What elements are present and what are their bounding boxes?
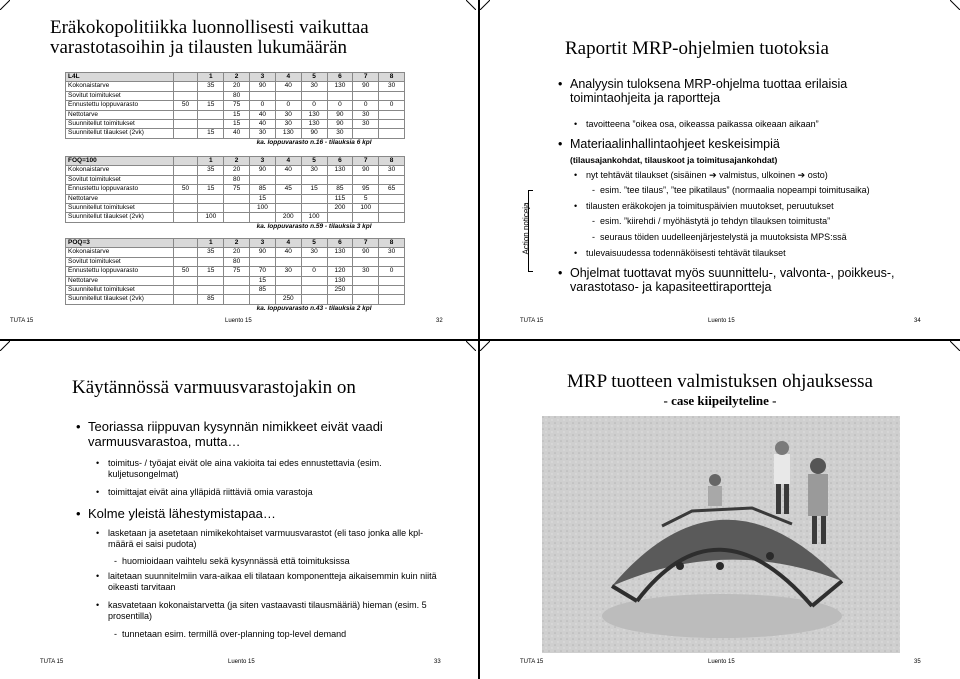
arrow-right-icon: ➔ <box>709 170 717 180</box>
row-label: Suunnitellut tilaukset (2vk) <box>66 295 174 304</box>
table-cell <box>275 91 301 100</box>
table-cell <box>198 91 224 100</box>
bullet-level3: - esim. ”kiirehdi / myöhästytä jo tehdyn tilauksen toimitusta” <box>592 216 831 226</box>
table-cell: 75 <box>224 185 250 194</box>
page-number: 35 <box>914 659 921 665</box>
table-cell <box>198 276 224 285</box>
row-label: Kokonaistarve <box>66 166 174 175</box>
table-cell <box>224 295 250 304</box>
table-cell <box>173 286 198 295</box>
table-cell: 35 <box>198 248 224 257</box>
table-cell: 30 <box>275 120 301 129</box>
slide-34 <box>480 0 960 338</box>
table-cell: 6 <box>327 157 353 166</box>
table-cell: 90 <box>250 82 276 91</box>
table-cell <box>173 204 198 213</box>
row-label: Nettotarve <box>66 110 174 119</box>
bullet-level3: - huomioidaan vaihtelu sekä kysynnässä että toimituksissa <box>114 556 350 566</box>
page-number: 33 <box>434 659 441 665</box>
table-cell: 130 <box>327 82 353 91</box>
bullet-level2: • kasvatetaan kokonaistarvetta (ja siten vastaavasti tilausmääriä) hieman (esim. 5 prosentilla) <box>96 600 427 621</box>
table-cell: 15 <box>224 120 250 129</box>
table-cell: 1 <box>198 73 224 82</box>
table-row <box>66 129 405 138</box>
footer-course: TUTA 15 <box>520 318 544 324</box>
footer-course: TUTA 15 <box>520 659 544 665</box>
table-cell <box>250 295 276 304</box>
table-cell: 100 <box>198 213 224 222</box>
table-cell: 40 <box>275 166 301 175</box>
footer-course: TUTA 15 <box>10 318 34 324</box>
bullet-note: (tilausajankohdat, tilauskoot ja toimitusajankohdat) <box>570 155 778 165</box>
row-label: Sovitut toimitukset <box>66 175 174 184</box>
table-cell: 130 <box>327 276 353 285</box>
page-number: 34 <box>914 318 921 324</box>
table-cell <box>379 175 405 184</box>
row-label: Kokonaistarve <box>66 82 174 91</box>
footer-lecture: Luento 15 <box>708 318 735 324</box>
table-caption: ka. loppuvarasto n.59 - tilauksia 3 kpl <box>256 222 372 230</box>
row-label: Suunnitellut toimitukset <box>66 120 174 129</box>
table-cell: 130 <box>301 110 327 119</box>
table-cell <box>173 73 198 82</box>
row-label: Sovitut toimitukset <box>66 257 174 266</box>
table-cell: 35 <box>198 82 224 91</box>
table-cell: 15 <box>224 110 250 119</box>
table-cell <box>198 175 224 184</box>
table-cell: 30 <box>327 129 353 138</box>
table-cell: 250 <box>327 286 353 295</box>
table-cell: 15 <box>198 185 224 194</box>
bullet-level2: • toimittajat eivät aina ylläpidä riittäviä omia varastoja <box>96 487 313 497</box>
table-cell <box>379 257 405 266</box>
table-cell <box>353 129 379 138</box>
table-cell: 15 <box>301 185 327 194</box>
table-cell <box>250 213 276 222</box>
row-label: L4L <box>66 73 174 82</box>
table-cell: 80 <box>224 257 250 266</box>
table-row <box>66 175 405 184</box>
table-cell <box>275 286 301 295</box>
corner-mark-icon <box>950 0 960 10</box>
table-cell: 95 <box>353 185 379 194</box>
table-cell: 90 <box>327 110 353 119</box>
table-cell: 0 <box>275 101 301 110</box>
table-cell <box>301 194 327 203</box>
table-cell: 130 <box>327 248 353 257</box>
slide-32 <box>0 0 478 338</box>
table-cell <box>275 194 301 203</box>
table-cell <box>379 110 405 119</box>
table-cell <box>173 295 198 304</box>
table-cell <box>224 204 250 213</box>
table-cell: 0 <box>353 101 379 110</box>
table-cell: 130 <box>327 166 353 175</box>
bullet-level3: - tunnetaan esim. termillä over-planning top-level demand <box>114 629 347 639</box>
table-cell <box>224 213 250 222</box>
row-label: FOQ=100 <box>66 157 174 166</box>
row-label: Suunnitellut toimitukset <box>66 286 174 295</box>
table-cell <box>353 286 379 295</box>
bullet-level2: • tilausten eräkokojen ja toimituspäivien muutokset, peruutukset <box>574 201 834 211</box>
table-cell <box>353 213 379 222</box>
table-cell <box>353 257 379 266</box>
table-cell <box>250 91 276 100</box>
slide-title: MRP tuotteen valmistuksen ohjauksessa <box>567 371 873 392</box>
bullet-level1: • Ohjelmat tuottavat myös suunnittelu-, valvonta-, poikkeus-, varastotaso- ja kapasiteettiraportteja <box>558 266 895 294</box>
row-label: Nettotarve <box>66 194 174 203</box>
table-cell: 0 <box>379 101 405 110</box>
table-cell <box>327 213 353 222</box>
table-cell: 6 <box>327 239 353 248</box>
table-cell: 130 <box>301 120 327 129</box>
table-row <box>66 82 405 91</box>
table-cell: 15 <box>250 276 276 285</box>
table-cell: 90 <box>353 82 379 91</box>
table-cell: 115 <box>327 194 353 203</box>
table-row <box>66 204 405 213</box>
table-cell: 80 <box>224 175 250 184</box>
caption-spacer <box>66 138 224 147</box>
table-cell: 30 <box>379 248 405 257</box>
table-cell: 120 <box>327 267 353 276</box>
table-row <box>66 185 405 194</box>
table-cell: 15 <box>198 267 224 276</box>
table-cell: 4 <box>275 157 301 166</box>
table-cell <box>173 194 198 203</box>
table-cell <box>327 91 353 100</box>
table-cell: 250 <box>275 295 301 304</box>
table-cell: 0 <box>250 101 276 110</box>
table-cell: 8 <box>379 73 405 82</box>
table-row <box>66 91 405 100</box>
table-header-row <box>66 239 405 248</box>
table-cell: 50 <box>173 101 198 110</box>
table-cell: 30 <box>275 267 301 276</box>
table-cell: 5 <box>353 194 379 203</box>
table-caption-row <box>66 304 405 313</box>
table-cell <box>250 175 276 184</box>
bullet-level2: • nyt tehtävät tilaukset (sisäinen ➔ valmistus, ulkoinen ➔ osto) <box>574 170 828 180</box>
bullet-level1: • Teoriassa riippuvan kysynnän nimikkeet eivät vaadi varmuusvarastoa, mutta… <box>76 419 383 449</box>
table-cell: 1 <box>198 157 224 166</box>
climbing-frame-photo <box>542 416 900 653</box>
table-cell <box>224 286 250 295</box>
table-cell: 3 <box>250 157 276 166</box>
table-cell: 50 <box>173 267 198 276</box>
corner-mark-icon <box>480 341 490 351</box>
bullet-level3: - seuraus töiden uudelleenjärjestelystä ja muutoksista MPS:ssä <box>592 232 847 242</box>
table-cell <box>301 91 327 100</box>
slide-title: Käytännössä varmuusvarastojakin on <box>72 377 356 398</box>
table-cell <box>198 257 224 266</box>
table-cell <box>198 110 224 119</box>
table-caption-row <box>66 138 405 147</box>
table-cell: 3 <box>250 73 276 82</box>
table-cell <box>301 204 327 213</box>
table-cell: 8 <box>379 157 405 166</box>
table-cell <box>301 295 327 304</box>
table-row <box>66 213 405 222</box>
corner-mark-icon <box>0 0 10 10</box>
table-row <box>66 110 405 119</box>
table-cell: 15 <box>250 194 276 203</box>
table-cell <box>379 286 405 295</box>
table-cell: 7 <box>353 73 379 82</box>
slide-title: Eräkokopolitiikka luonnollisesti vaikuttaa varastotasoihin ja tilausten lukumäärän <box>50 17 369 58</box>
caption-spacer <box>66 222 224 231</box>
table-cell <box>301 286 327 295</box>
table-cell: 75 <box>224 267 250 276</box>
table-cell: 40 <box>250 120 276 129</box>
table-cell <box>379 120 405 129</box>
table-cell: 30 <box>379 166 405 175</box>
table-cell: 7 <box>353 239 379 248</box>
table-cell: 85 <box>250 286 276 295</box>
table-cell: 65 <box>379 185 405 194</box>
table-row <box>66 101 405 110</box>
slide-title: Raportit MRP-ohjelmien tuotoksia <box>565 38 829 59</box>
table-cell <box>198 286 224 295</box>
table-cell <box>224 194 250 203</box>
table-cell <box>173 213 198 222</box>
table-cell: 70 <box>250 267 276 276</box>
table-cell: 15 <box>198 129 224 138</box>
row-label: Nettotarve <box>66 276 174 285</box>
table-cell <box>173 82 198 91</box>
table-cell: 0 <box>379 267 405 276</box>
table-cell: 30 <box>301 248 327 257</box>
table-cell <box>275 276 301 285</box>
bullet-level2: • tulevaisuudessa todennäköisesti tehtävät tilaukset <box>574 248 786 258</box>
table-cell: 40 <box>224 129 250 138</box>
table-cell <box>327 295 353 304</box>
table-cell <box>379 295 405 304</box>
table-cell <box>173 110 198 119</box>
footer-lecture: Luento 15 <box>228 659 255 665</box>
row-label: POQ=3 <box>66 239 174 248</box>
table-cell <box>173 239 198 248</box>
table-cell <box>353 276 379 285</box>
table-cell: 100 <box>250 204 276 213</box>
table-cell <box>275 175 301 184</box>
row-label: Ennustettu loppuvarasto <box>66 267 174 276</box>
table-cell: 90 <box>250 248 276 257</box>
side-bracket <box>516 190 532 270</box>
table-cell <box>173 276 198 285</box>
table-row <box>66 120 405 129</box>
footer-lecture: Luento 15 <box>225 318 252 324</box>
bullet-level1: • Materiaalinhallintaohjeet keskeisimpiä <box>558 137 780 151</box>
table-cell: 30 <box>353 267 379 276</box>
table-cell: 2 <box>224 73 250 82</box>
table-cell: 1 <box>198 239 224 248</box>
table-cell: 130 <box>275 129 301 138</box>
table-row <box>66 166 405 175</box>
table-cell: 50 <box>173 185 198 194</box>
row-label: Sovitut toimitukset <box>66 91 174 100</box>
table-cell <box>173 248 198 257</box>
table-cell: 4 <box>275 73 301 82</box>
table-cell <box>275 257 301 266</box>
table-cell: 2 <box>224 157 250 166</box>
table-cell <box>198 120 224 129</box>
table-cell: 100 <box>353 204 379 213</box>
table-cell: 90 <box>353 166 379 175</box>
row-label: Ennustettu loppuvarasto <box>66 101 174 110</box>
bullet-level1: • Kolme yleistä lähestymistapaa… <box>76 506 276 521</box>
table-cell: 80 <box>224 91 250 100</box>
table-row <box>66 276 405 285</box>
table-row <box>66 295 405 304</box>
table-cell <box>353 91 379 100</box>
table-cell <box>198 194 224 203</box>
table-cell <box>250 257 276 266</box>
table-cell <box>327 257 353 266</box>
bullet-level1: • Analyysin tuloksena MRP-ohjelma tuottaa erilaisia toimintaohjeita ja raportteja <box>558 77 848 105</box>
row-label: Suunnitellut toimitukset <box>66 204 174 213</box>
table-cell: 0 <box>301 267 327 276</box>
table-cell: 30 <box>301 82 327 91</box>
lot-sizing-table-foq <box>65 156 405 231</box>
table-cell <box>379 194 405 203</box>
bullet-level2: • laitetaan suunnitelmiin vara-aikaa eli tilataan komponentteja aikaisemmin kuin niitä oikeasti tarvitaan <box>96 571 437 592</box>
table-cell <box>173 120 198 129</box>
table-row <box>66 257 405 266</box>
table-cell: 5 <box>301 157 327 166</box>
corner-mark-icon <box>0 341 10 351</box>
table-row <box>66 194 405 203</box>
table-cell <box>379 213 405 222</box>
table-cell <box>173 175 198 184</box>
table-cell: 20 <box>224 82 250 91</box>
table-cell <box>275 204 301 213</box>
bullet-level3: - esim. ”tee tilaus”, ”tee pikatilaus” (normaalia nopeampi toimitusaika) <box>592 185 870 195</box>
table-cell <box>301 276 327 285</box>
table-cell <box>379 129 405 138</box>
table-cell: 5 <box>301 73 327 82</box>
table-cell: 20 <box>224 166 250 175</box>
table-header-row <box>66 73 405 82</box>
table-cell: 45 <box>275 185 301 194</box>
table-cell: 30 <box>353 120 379 129</box>
table-cell <box>353 295 379 304</box>
table-cell: 3 <box>250 239 276 248</box>
corner-mark-icon <box>466 341 476 351</box>
table-cell: 7 <box>353 157 379 166</box>
corner-mark-icon <box>950 341 960 351</box>
table-cell <box>224 276 250 285</box>
table-cell: 90 <box>301 129 327 138</box>
table-row <box>66 267 405 276</box>
lot-sizing-table-poq <box>65 238 405 313</box>
page-number: 32 <box>436 318 443 324</box>
footer-lecture: Luento 15 <box>708 659 735 665</box>
table-cell: 40 <box>275 82 301 91</box>
table-cell <box>301 257 327 266</box>
bullet-level2: • toimitus- / työajat eivät ole aina vakioita tai edes ennustettavia (esim. kuljetusongelmat) <box>96 458 382 479</box>
lot-sizing-table-l4l <box>65 72 405 147</box>
row-label: Ennustettu loppuvarasto <box>66 185 174 194</box>
table-cell: 40 <box>250 110 276 119</box>
table-row <box>66 286 405 295</box>
footer-course: TUTA 15 <box>40 659 64 665</box>
corner-mark-icon <box>480 0 490 10</box>
table-cell <box>173 166 198 175</box>
table-cell <box>353 175 379 184</box>
bullet-level2: • tavoitteena ”oikea osa, oikeassa paikassa oikeaan aikaan” <box>574 119 819 129</box>
table-cell: 0 <box>301 101 327 110</box>
table-cell: 90 <box>250 166 276 175</box>
table-cell: 30 <box>301 166 327 175</box>
table-cell <box>379 91 405 100</box>
table-cell: 30 <box>379 82 405 91</box>
action-notice-label: Action noticeja <box>521 202 531 255</box>
table-cell: 0 <box>327 101 353 110</box>
slide-subtitle: - case kiipeilyteline - <box>663 393 777 408</box>
table-cell <box>173 129 198 138</box>
table-cell: 6 <box>327 73 353 82</box>
table-cell: 75 <box>224 101 250 110</box>
table-caption-row <box>66 222 405 231</box>
table-cell: 5 <box>301 239 327 248</box>
table-cell <box>173 257 198 266</box>
table-cell: 100 <box>301 213 327 222</box>
table-cell <box>198 204 224 213</box>
table-cell: 2 <box>224 239 250 248</box>
slide-35 <box>480 341 960 679</box>
table-cell: 85 <box>327 185 353 194</box>
table-cell: 30 <box>250 129 276 138</box>
table-caption: ka. loppuvarasto n.16 - tilauksia 6 kpl <box>256 138 372 146</box>
table-cell <box>173 157 198 166</box>
bullet-level2: • lasketaan ja asetetaan nimikekohtaiset varmuusvarastot (eli taso jonka alle kpl-määrä ei saisi pudota) <box>96 528 424 549</box>
table-row <box>66 248 405 257</box>
table-cell <box>301 175 327 184</box>
table-cell <box>173 91 198 100</box>
table-cell: 15 <box>198 101 224 110</box>
row-label: Suunnitellut tilaukset (2vk) <box>66 129 174 138</box>
table-cell: 40 <box>275 248 301 257</box>
arrow-right-icon: ➔ <box>797 170 806 180</box>
table-caption: ka. loppuvarasto n.43 - tilauksia 2 kpl <box>256 304 372 312</box>
slide-33 <box>0 341 478 679</box>
table-header-row <box>66 157 405 166</box>
table-cell: 90 <box>327 120 353 129</box>
caption-spacer <box>66 304 224 313</box>
table-cell <box>379 276 405 285</box>
table-cell: 30 <box>353 110 379 119</box>
table-cell: 85 <box>250 185 276 194</box>
table-cell: 4 <box>275 239 301 248</box>
table-cell: 200 <box>327 204 353 213</box>
corner-mark-icon <box>466 0 476 10</box>
table-cell: 90 <box>353 248 379 257</box>
table-cell: 200 <box>275 213 301 222</box>
table-cell <box>327 175 353 184</box>
table-cell: 85 <box>198 295 224 304</box>
table-cell: 20 <box>224 248 250 257</box>
table-cell <box>379 204 405 213</box>
row-label: Kokonaistarve <box>66 248 174 257</box>
table-cell: 35 <box>198 166 224 175</box>
table-cell: 8 <box>379 239 405 248</box>
table-cell: 30 <box>275 110 301 119</box>
row-label: Suunnitellut tilaukset (2vk) <box>66 213 174 222</box>
